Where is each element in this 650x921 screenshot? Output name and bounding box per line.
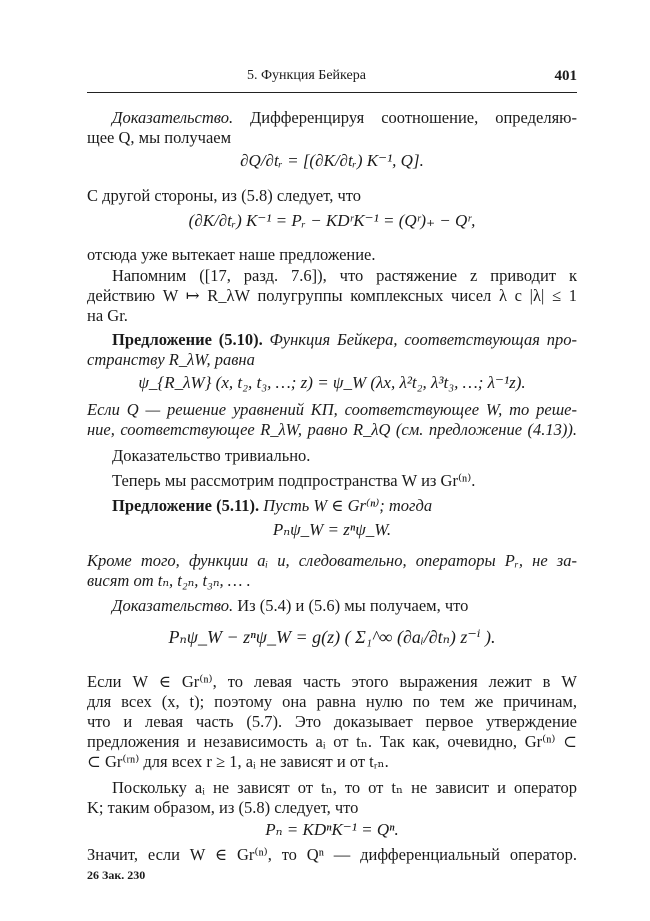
header-rule: [87, 92, 577, 93]
printer-signature: 26 Зак. 230: [87, 868, 146, 882]
proposition-heading: Предложение (5.10). Функция Бейкера, соответствующая про-: [112, 330, 577, 349]
text-line: С другой стороны, из (5.8) следует, что: [87, 186, 361, 205]
text-line: на Gr.: [87, 306, 128, 325]
text-line: что и левая часть (5.7). Это доказывает первое утверждение: [87, 712, 577, 731]
equation: ψ_{R_λW} (x, t₂, t₃, …; z) = ψ_W (λx, λ²t₂, λ³t₃, …; λ⁻¹z).: [138, 373, 526, 392]
text-line: действию W ↦ R_λW полугруппы комплексных чисел λ с |λ| ≤ 1: [87, 286, 577, 305]
text-line: ние, соответствующее R_λW, равно R_λQ (см. предложение (4.13)).: [87, 420, 577, 439]
equation: ∂Q/∂tᵣ = [(∂K/∂tᵣ) K⁻¹, Q].: [240, 151, 424, 170]
equation: Pₙψ_W = zⁿψ_W.: [272, 520, 392, 539]
text-line: Теперь мы рассмотрим подпространства W из Gr⁽ⁿ⁾.: [112, 471, 476, 490]
page-header: [87, 68, 577, 90]
text-line: предложения и независимость aᵢ от tₙ. Так как, очевидно, Gr⁽ⁿ⁾ ⊂: [87, 732, 577, 751]
text-line: странству R_λW, равна: [87, 350, 255, 369]
text-line: Кроме того, функции aᵢ и, следовательно, операторы Pᵣ, не за-: [87, 551, 577, 570]
text-line: ⊂ Gr⁽ʳⁿ⁾ для всех r ≥ 1, aᵢ не зависят и от tᵣₙ.: [87, 752, 389, 771]
text-line: для всех (x, t); поэтому она равна нулю по тем же причинам,: [87, 692, 577, 711]
proposition-heading: Предложение (5.11). Пусть W ∈ Gr⁽ⁿ⁾; тогда: [112, 496, 433, 515]
equation: Pₙψ_W − zⁿψ_W = g(z) ( Σ₁^∞ (∂aᵢ/∂tₙ) z⁻ⁱ ).: [168, 627, 496, 647]
text-line: Доказательство. Из (5.4) и (5.6) мы получаем, что: [112, 596, 469, 615]
equation: (∂K/∂tᵣ) K⁻¹ = Pᵣ − KDʳK⁻¹ = (Qʳ)₊ − Qʳ,: [188, 211, 476, 230]
text-line: Доказательство тривиально.: [112, 446, 311, 465]
text-line: Если Q — решение уравнений КП, соответствующее W, то реше-: [87, 400, 577, 419]
text-line: щее Q, мы получаем: [87, 128, 232, 147]
equation: Pₙ = KDⁿK⁻¹ = Qⁿ.: [265, 820, 399, 839]
text-line: Значит, если W ∈ Gr⁽ⁿ⁾, то Qⁿ — дифференциальный оператор.: [87, 845, 577, 864]
text-line: висят от tₙ, t₂ₙ, t₃ₙ, … .: [87, 571, 251, 590]
text-line: K; таким образом, из (5.8) следует, что: [87, 798, 359, 817]
text-line: Напомним ([17, разд. 7.6]), что растяжение z приводит к: [112, 266, 577, 285]
text-line: Поскольку aᵢ не зависят от tₙ, то от tₙ не зависит и оператор: [112, 778, 577, 797]
text-line: Доказательство. Дифференцируя соотношение, определяю-: [112, 108, 577, 127]
running-title: 5. Функция Бейкера: [247, 68, 366, 83]
page-number: 401: [554, 68, 577, 84]
text-line: отсюда уже вытекает наше предложение.: [87, 245, 376, 264]
text-line: Если W ∈ Gr⁽ⁿ⁾, то левая часть этого выражения лежит в W: [87, 672, 577, 691]
